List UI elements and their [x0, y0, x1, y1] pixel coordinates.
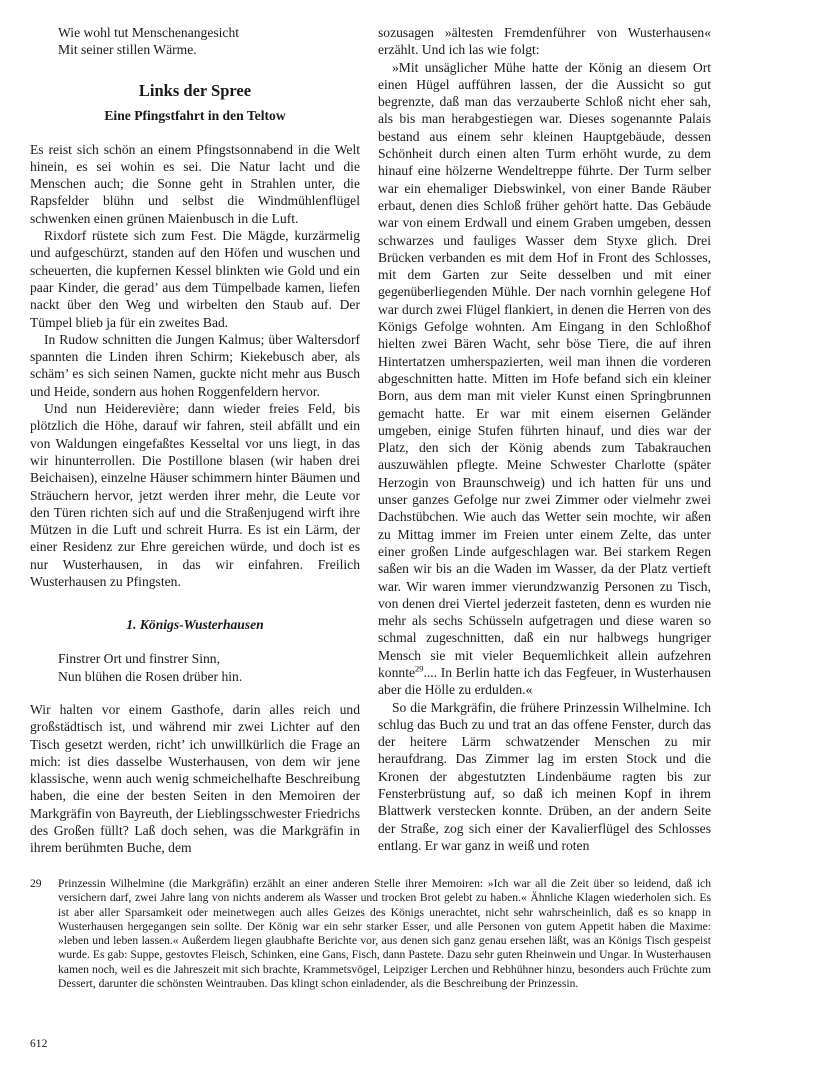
chapter-title: Links der Spree: [138, 80, 252, 100]
paragraph: So die Markgräfin, die frühere Prinzessin Wilhelmine. Ich schlug das Buch zu und trat an das offene Fenster, durch das der heitere Lärm schwatzender Menschen zu mir heraufdrang. Das Zimmer lag im ersten Stock und die Kronen der abgestutzten Lindenbäume ragten bis zur Fensterbrüstung auf, so daß ich meinen Kopf in ihrem Blattwerk verstecken konnte. Drüben, an der andern Seite der Straße, zog sich einer der Kavalierflügel des Schlosses entlang. Er war ganz in weiß und roten: [378, 699, 711, 853]
footnote-text: Prinzessin Wilhelmine (die Markgräfin) erzählt an einer anderen Stelle ihrer Memoiren: »Ich war all die Zeit über so leidend, daß ich versichern darf, zwei Jahre lang von nichts anderem als Wasser und trocken Brot gelebt zu haben.« Ähnliche Klagen wiederholen sich. Es ist aber aller Sparsamkeit oder meinetwegen auch alles Geizes des Königs unerachtet, nicht sehr wahrscheinlich, daß es so knapp in Wusterhausen hergegangen sein sollte. Der König war ein sehr starker Esser, und alle Personen von gutem Appetit haben die Maxime: »leben und leben lassen.« Außerdem liegen glaubhafte Berichte vor, aus denen sich ganz genau ersehen läßt, was an Königs Tisch gespeist wurde. Es gab: Suppe, gestovtes Fleisch, Schinken, eine Gans, Fisch, dann Pastete. Dazu sehr guten Rheinwein und Ungar. In Wusterhausen kamen noch, weil es die Jahreszeit mit sich brachte, Krammetsvögel, Leipziger Lerchen und Rebhühner hinzu, besonders auch Früchte zum Dessert, darunter die schönsten Weintrauben. Das klingt schon einladender, als die Beschreibung der Prinzessin.: [58, 877, 711, 991]
paragraph: In Rudow schnitten die Jungen Kalmus; über Waltersdorf spannten die Linden ihren Schirm; Kiekebusch aber, als schäm’ es sich seinen Namen, guckte nicht mehr aus Busch und Heide, sondern aus hohen Roggenfeldern hervor.: [30, 331, 360, 399]
paragraph: Rixdorf rüstete sich zum Fest. Die Mägde, kurzärmelig und aufgeschürzt, standen auf den Höfen und wuschen und scheuerten, die kupfernen Kessel blinkten wie Gold und ein paar Kinder, die gerad’ aus dem Tümpelbade kamen, liefen nackt über den Weg und wirbelten den Staub auf. Der Tümpel blieb ja für ein zweites Bad.: [30, 228, 360, 330]
quote-text: .... In Berlin hatte ich das Fegfeuer, in Wusterhausen aber die Hölle zu erdulden.«: [378, 664, 711, 698]
chapter-subtitle: Eine Pfingstfahrt in den Teltow: [104, 107, 286, 123]
verse-line: Mit seiner stillen Wärme.: [58, 42, 197, 58]
quote-text: »Mit unsäglicher Mühe hatte der König an diesem Ort einen Hügel aufführen lassen, der die Aussicht so gut begrenzte, daß man das verzauberte Schloß nicht eher sah, als bis man herabgestiegen war. Dieses sogenannte Palais bestand aus einem sehr kleinen Hauptgebäude, dessen Schönheit durch einen alten Turm erhöht wurde, zu dem hinauf eine hölzerne Wendeltreppe führte. Der Turm selber war ein ehemaliger Diebswinkel, von einer Bande Räuber erbaut, denen dies Schloß früher gehört hatte. Das Gebäude war von einem Erdwall und einem Graben umgeben, dessen schwarzes und fauliges Wasser dem Styxe glich. Drei Brücken verbanden es mit dem Hof in Front des Schlosses, mit dem Garten zur Seite desselben und mit einer gegenüberliegenden Mühle. Der nach vornhin gelegene Hof war durch zwei Flügel flankiert, in denen die Herren von des Königs Gefolge wohnten. Am Eingang in den Schloßhof hielten zwei Bären Wacht, sehr böse Tiere, die auf ihren Hintertatzen umherspazierten, weil man ihnen die vorderen abgeschnitten hatte. Mitten im Hofe befand sich ein kleiner Born, aus dem man mit vieler Kunst einen Springbrunnen gemacht hatte. Er war mit einem eisernen Geländer umgeben, einige Stufen führten hinauf, und dies war der Platz, den sich der König abends zum Tabakrauchen auszuwählen pflegte. Meine Schwester Charlotte (später Herzogin von Braunschweig) und ich hatten für uns und unser ganzes Gefolge nur zwei Zimmer oder vielmehr zwei Dachstübchen. Wie auch das Wetter sein mochte, wir aßen zu Mittag immer im Freien unter einem Zelte, das unter einer großen Linde aufgeschlagen war. Bei starkem Regen saßen wir bis an die Waden im Wasser, da der Platz vertieft war. Wir waren immer vierundzwanzig Personen zu Tisch, von denen drei Viertel jederzeit fasteten, denn es wurden nie mehr als sechs Schüsseln aufgetragen und diese waren so schmal zugeschnitten, daß ein nur halbwegs hungriger Mensch sie mit vieler Bequemlichkeit allein aufzehren konnte: [378, 59, 711, 680]
verse-line: Nun blühen die Rosen drüber hin.: [58, 668, 243, 684]
opening-verse: [30, 24, 360, 59]
footnote-number: 29: [30, 877, 42, 890]
left-column: [30, 24, 360, 857]
quotation: [378, 59, 711, 699]
right-column: [378, 24, 711, 854]
page-number: 612: [30, 1037, 48, 1050]
paragraph: Und nun Heiderevière; dann wieder freies Feld, bis plötzlich die Höhe, darauf wir fahren, steil abfällt und ein von Waldungen eingefaßtes Kesseltal vor uns liegt, in das wir hinunterrollen. Die Postillone blasen (wir haben drei Beichaisen), einzelne Häuser schimmern hinter Bäumen und Sträuchern hervor, jetzt werden ihrer mehr, die Leute vor den Türen richten sich auf und die Straßenjugend wirft ihre Mützen in die Luft und schreit Hurra. Es ist ein Lärm, der einer Residenz zur Ehre gereichen würde, und doch ist es nur Wusterhausen, in das wir einfahren. Freilich Wusterhausen zu Pfingsten.: [30, 401, 360, 590]
paragraph: Wir halten vor einem Gasthofe, darin alles reich und großstädtisch ist, und während mir zwei Lichter auf den Tisch gesetzt werden, richt’ ich unwillkürlich die Frage an mich: ist dies dasselbe Wusterhausen, von dem wir jene klassische, wenn auch wenig schmeichelhafte Beschreibung haben, die eine der besten Seiten in den Memoiren der Markgräfin von Bayreuth, der Lieblingsschwester Friedrichs des Großen füllt? Laß doch sehen, was die Markgräfin in ihrem berühmten Buche, dem: [30, 701, 360, 856]
footnote: [30, 877, 711, 991]
verse-line: Finstrer Ort und finstrer Sinn,: [58, 651, 220, 667]
section-verse: [30, 650, 360, 685]
footnote-reference[interactable]: 29: [415, 663, 424, 674]
section-heading: 1. Königs-Wusterhausen: [126, 617, 264, 633]
paragraph: sozusagen »ältesten Fremdenführer von Wusterhausen« erzählt. Und ich las wie folgt:: [378, 25, 711, 58]
paragraph: Es reist sich schön an einem Pfingstsonnabend in die Welt hinein, es sei wohin es sei. Die Natur lacht und die Menschen auch; die Sonne geht in Strahlen unter, die Rapsfelder blühn und selbst die Windmühlenflügel schwenken einen grünen Maienbusch in die Luft.: [30, 141, 360, 226]
verse-line: Wie wohl tut Menschenangesicht: [58, 25, 240, 40]
